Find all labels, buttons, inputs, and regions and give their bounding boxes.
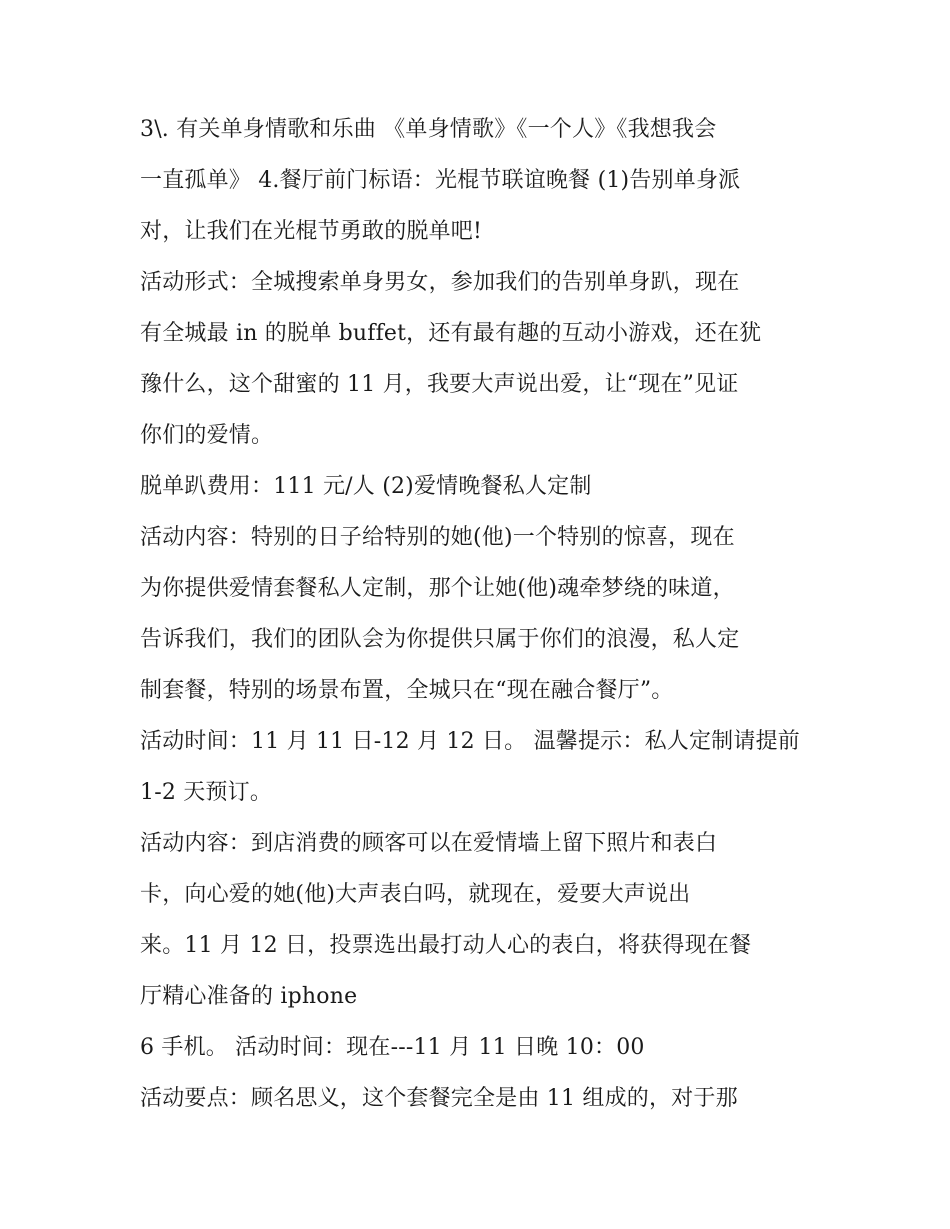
text-line: 来。11 月 12 日，投票选出最打动人心的表白，将获得现在餐 [140, 933, 752, 958]
text-line: 3\. 有关单身情歌和乐曲 《单身情歌》《一个人》《我想我会 [140, 117, 717, 142]
text-line: 你们的爱情。 [140, 423, 274, 448]
text-line: 豫什么，这个甜蜜的 11 月，我要大声说出爱，让“现在”见证 [140, 372, 739, 397]
text-line: 活动内容：到店消费的顾客可以在爱情墙上留下照片和表白 [140, 831, 718, 856]
text-line: 告诉我们，我们的团队会为你提供只属于你们的浪漫，私人定 [140, 627, 740, 652]
text-line: 卡，向心爱的她(他)大声表白吗，就现在，爱要大声说出 [140, 882, 691, 907]
text-line: 制套餐，特别的场景布置，全城只在“现在融合餐厅”。 [140, 678, 674, 703]
text-line: 有全城最 in 的脱单 buffet，还有最有趣的互动小游戏，还在犹 [140, 321, 762, 346]
text-line: 厅精心准备的 iphone [140, 984, 358, 1009]
text-line: 一直孤单》 4.餐厅前门标语：光棍节联谊晚餐 (1)告别单身派 [140, 168, 741, 193]
text-line: 活动时间：11 月 11 日-12 月 12 日。 温馨提示：私人定制请提前 [140, 729, 800, 754]
text-line: 1-2 天预订。 [140, 780, 273, 805]
document-body [140, 104, 820, 1124]
text-line: 对，让我们在光棍节勇敢的脱单吧! [140, 219, 483, 244]
text-line: 为你提供爱情套餐私人定制，那个让她(他)魂牵梦绕的味道， [140, 576, 735, 601]
text-line: 脱单趴费用：111 元/人 (2)爱情晚餐私人定制 [140, 474, 592, 499]
text-line: 6 手机。 活动时间：现在---11 月 11 日晚 10：00 [140, 1035, 645, 1060]
text-line: 活动内容：特别的日子给特别的她(他)一个特别的惊喜，现在 [140, 525, 735, 550]
text-line: 活动形式：全城搜索单身男女，参加我们的告别单身趴，现在 [140, 270, 740, 295]
text-line: 活动要点：顾名思义，这个套餐完全是由 11 组成的，对于那 [140, 1086, 738, 1111]
